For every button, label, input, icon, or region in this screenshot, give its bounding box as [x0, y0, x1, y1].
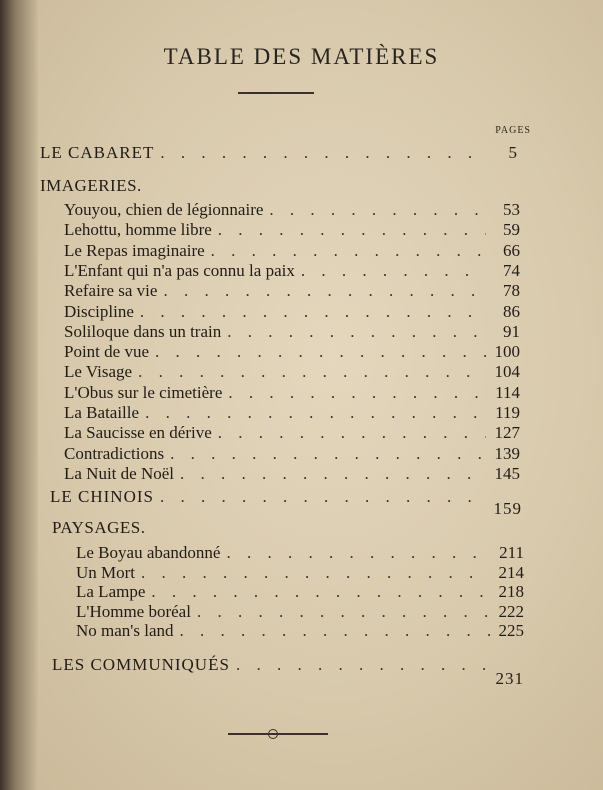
toc-entry-page: 114 [495, 382, 520, 402]
leader-dots [269, 200, 486, 220]
section-heading-paysages: PAYSAGES. [52, 518, 146, 537]
toc-entry-cabaret [40, 143, 518, 163]
leader-dots [301, 261, 486, 281]
toc-entry [64, 444, 520, 464]
toc-entry-page: 119 [495, 403, 520, 422]
toc-entry-label: Youyou, chien de légionnaire [64, 200, 264, 219]
leader-dots [180, 621, 491, 641]
toc-entry-page: 159 [493, 499, 522, 518]
leader-dots [228, 383, 486, 403]
section-heading-imageries: IMAGERIES. [40, 176, 142, 195]
toc-entry-label: LE CABARET [40, 143, 155, 162]
toc-entry-page: 214 [498, 562, 524, 582]
leader-dots [236, 655, 490, 675]
toc-entry-page: 100 [494, 342, 520, 362]
toc-entry-label: La Saucisse en dérive [64, 423, 212, 443]
toc-entry [76, 602, 524, 622]
toc-entry-label: Refaire sa vie [64, 281, 158, 301]
toc-entry-page: 225 [498, 621, 524, 641]
leader-dots [138, 362, 486, 382]
toc-entry [64, 200, 520, 220]
toc-entry-page: 59 [503, 220, 520, 240]
toc-entry-page: 104 [494, 362, 520, 382]
toc-entry [64, 322, 520, 342]
toc-entry-page: 74 [503, 260, 520, 280]
toc-entry-label: Le Visage [64, 362, 133, 382]
toc-entry-page: 78 [503, 281, 520, 301]
leader-dots [218, 423, 486, 443]
toc-entry [64, 302, 520, 322]
title-rule [238, 92, 314, 94]
page-gutter-shadow [0, 0, 38, 790]
toc-entry [64, 464, 520, 484]
toc-entry [64, 241, 520, 261]
toc-entry-label: L'Homme boréal [76, 601, 191, 621]
toc-entry-page: 211 [499, 543, 524, 562]
toc-entry-page: 222 [498, 601, 524, 621]
toc-entry-page: 66 [503, 240, 520, 260]
toc-entry [76, 543, 524, 563]
toc-entry-label: Le Repas imaginaire [64, 240, 205, 260]
toc-entry-page: 145 [494, 463, 520, 483]
leader-dots [180, 464, 486, 484]
toc-entry-label: LE CHINOIS [50, 487, 154, 506]
leader-dots [141, 563, 490, 583]
leader-dots [163, 281, 486, 301]
leader-dots [211, 241, 486, 261]
leader-dots [160, 487, 488, 507]
toc-entry [64, 261, 520, 281]
toc-entry [64, 281, 520, 301]
toc-entry [64, 423, 520, 443]
toc-entry-label: Soliloque dans un train [64, 321, 222, 341]
toc-entry-label: Le Boyau abandonné [76, 543, 221, 562]
toc-entry-label: Contradictions [64, 443, 165, 463]
toc-entry-label: Discipline [64, 301, 134, 321]
leader-dots [140, 302, 486, 322]
toc-entry-page: 53 [503, 200, 520, 219]
toc-entry-page: 139 [494, 443, 520, 463]
leader-dots [227, 322, 486, 342]
toc-entry-page: 218 [498, 582, 524, 602]
toc-entry [76, 621, 524, 641]
end-ornament-dot [268, 729, 278, 739]
toc-entry-label: No man's land [76, 621, 174, 641]
toc-entry-label: Point de vue [64, 342, 149, 362]
toc-entry-label: Lehottu, homme libre [64, 220, 212, 240]
toc-entry-label: La Bataille [64, 403, 140, 422]
toc-entry [76, 563, 524, 583]
toc-entry-page: 231 [495, 669, 524, 688]
leader-dots [160, 143, 484, 163]
toc-entry-page: 127 [494, 423, 520, 443]
page-title: TABLE DES MATIÈRES [163, 44, 440, 69]
leader-dots [155, 342, 486, 362]
toc-entry-label: L'Enfant qui n'a pas connu la paix [64, 260, 295, 280]
toc-entry-communiques [52, 655, 524, 688]
leader-dots [197, 602, 490, 622]
toc-entry [64, 403, 520, 423]
toc-entry-label: Un Mort [76, 562, 136, 582]
toc-entry-page: 91 [503, 321, 520, 341]
toc-entry [76, 582, 524, 602]
toc-entry-page: 86 [503, 301, 520, 321]
toc-entry-label: La Lampe [76, 582, 146, 602]
toc-entry-page: 5 [508, 143, 518, 162]
toc-entry-label: L'Obus sur le cimetière [64, 382, 223, 402]
toc-entry [64, 383, 520, 403]
leader-dots [151, 582, 490, 602]
end-ornament-rule [228, 733, 328, 735]
leader-dots [170, 444, 486, 464]
toc-entry-label: LES COMMUNIQUÉS [52, 655, 230, 674]
toc-entry [64, 220, 520, 240]
toc-entry-chinois [50, 487, 522, 518]
toc-entry-label: La Nuit de Noël [64, 463, 174, 483]
toc-entry [64, 362, 520, 382]
leader-dots [226, 543, 490, 563]
pages-column-header: PAGES [495, 125, 531, 136]
leader-dots [218, 220, 486, 240]
toc-entry [64, 342, 520, 362]
leader-dots [145, 403, 486, 423]
